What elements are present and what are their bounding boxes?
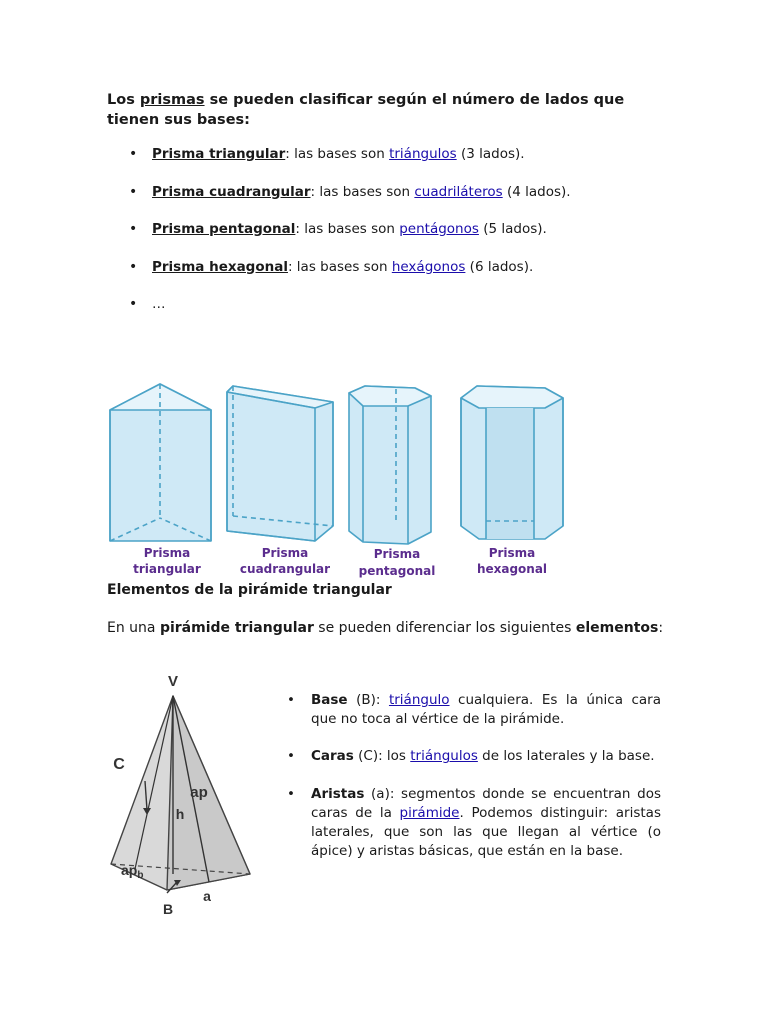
item-text: : las bases son: [310, 183, 415, 200]
prism-name: Prisma cuadrangular: [152, 183, 311, 200]
label-c: C: [113, 756, 125, 773]
triangulo-link[interactable]: triángulo: [388, 692, 450, 708]
item-text: : las bases son: [287, 258, 392, 275]
list-item: [107, 256, 667, 294]
item-after: (3 lados).: [456, 146, 525, 162]
section-title: Elementos de la pirámide triangular: [107, 582, 392, 598]
item-after: (4 lados).: [502, 183, 571, 200]
list-item: [107, 143, 667, 181]
label-triangular-1: Prisma: [143, 546, 191, 560]
prismas-link[interactable]: prismas: [139, 92, 205, 108]
intro-paragraph: [107, 90, 677, 130]
list-item: [107, 218, 667, 256]
term-aristas: Aristas: [311, 785, 365, 802]
bold-term: pirámide triangular: [159, 620, 314, 636]
pentagonal-prism-shape: [349, 386, 431, 544]
label-ap-b: $ap_b$: [121, 862, 144, 881]
intro-text: En una: [107, 620, 160, 636]
label-a: a: [203, 888, 211, 904]
item-text: (B):: [347, 692, 389, 708]
bold-term: elementos: [575, 620, 659, 636]
cuadrilateros-link[interactable]: cuadriláteros: [414, 183, 503, 200]
bullet: •: [287, 748, 295, 765]
label-cuadrangular-2: cuadrangular: [239, 562, 331, 576]
item-text: . Podemos distinguir: aristas laterales, que son las que llegan al vértice (o ápice) y aristas básicas, que están en la base.: [311, 804, 661, 860]
triangulos-link[interactable]: triángulos: [410, 748, 478, 765]
list-item: [107, 181, 667, 219]
intro-post: se pueden clasificar según el número de lados que tienen sus bases:: [107, 92, 625, 128]
bullet: •: [129, 146, 138, 162]
label-v: V: [167, 673, 179, 690]
piramide-link[interactable]: pirámide: [399, 804, 460, 821]
term-base: Base: [311, 692, 348, 708]
hexagonos-link[interactable]: hexágonos: [391, 258, 466, 275]
label-h: h: [175, 806, 185, 822]
list-item: [287, 747, 661, 766]
hexagonal-prism-shape: [461, 386, 563, 539]
label-triangular-2: triangular: [133, 562, 201, 576]
bullet: •: [287, 692, 295, 708]
item-text: (a): segmentos donde se encuentran dos caras de la: [311, 785, 661, 821]
prism-name: Prisma pentagonal: [152, 221, 296, 237]
label-b: B: [162, 901, 174, 917]
bullet: •: [129, 183, 138, 200]
label-ap: ap: [190, 784, 208, 801]
prisms-figure: [105, 376, 575, 581]
pentagonos-link[interactable]: pentágonos: [399, 221, 479, 237]
item-text: cualquiera. Es la única cara que no toca al vértice de la pirámide.: [311, 692, 661, 728]
bullet: •: [129, 221, 138, 237]
bullet: •: [287, 785, 295, 802]
label-hexagonal-2: hexagonal: [476, 562, 548, 576]
item-text: : las bases son: [285, 146, 390, 162]
list-item: [107, 293, 667, 331]
intro-text: se pueden diferenciar los siguientes: [313, 620, 576, 636]
elements-list: [287, 691, 661, 879]
pyramid-figure: [105, 668, 255, 920]
list-item: [287, 785, 661, 862]
bullet: •: [129, 258, 138, 275]
item-text: : las bases son: [295, 221, 400, 237]
prism-name: Prisma hexagonal: [152, 258, 288, 275]
bullet: •: [129, 296, 138, 312]
label-hexagonal-1: Prisma: [488, 546, 536, 560]
item-after: (6 lados).: [465, 258, 534, 275]
intro-text: :: [658, 620, 664, 636]
item-text: (C): los: [353, 748, 411, 765]
label-pentagonal-1: Prisma: [373, 547, 421, 561]
label-cuadrangular-1: Prisma: [261, 546, 309, 560]
ellipsis: …: [152, 296, 166, 312]
term-caras: Caras: [311, 748, 354, 765]
list-item: [287, 691, 661, 729]
item-text: de los laterales y la base.: [477, 748, 655, 765]
quadrangular-prism-shape: [227, 386, 333, 541]
intro-pre: Los: [107, 92, 140, 108]
section-intro: [107, 620, 663, 636]
triangulos-link[interactable]: triángulos: [389, 146, 457, 162]
prism-name: Prisma triangular: [152, 146, 286, 162]
triangular-prism-shape: [110, 384, 211, 541]
item-after: (5 lados).: [478, 221, 547, 237]
label-pentagonal-2: pentagonal: [358, 564, 436, 578]
prism-types-list: [107, 143, 667, 331]
